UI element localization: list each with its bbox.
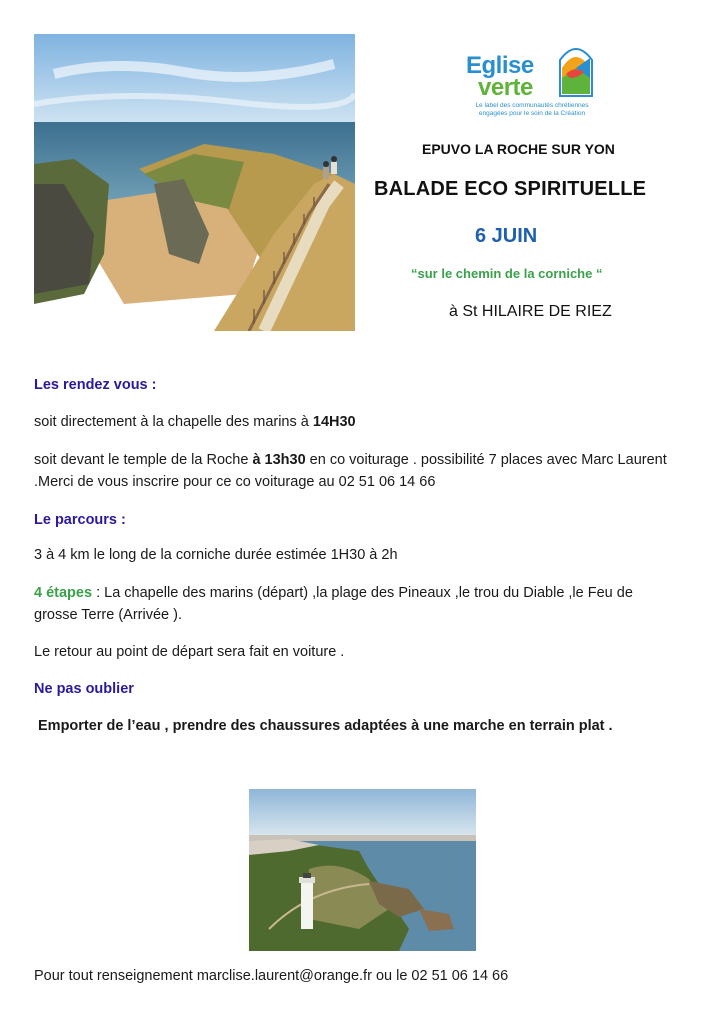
coastal-path-photo [34,34,355,331]
rendez-vous-option-2 [34,449,674,493]
logo-word-eglise: Eglise [466,52,534,79]
parcours-etapes [34,582,674,626]
logo-tagline-line1: Le label des communautés chrétiennes [475,102,589,109]
contact-info: Pour tout renseignement marclise.laurent@orange.fr ou le 02 51 06 14 66 [34,968,509,984]
organizer-name: EPUVO LA ROCHE SUR YON [422,141,615,157]
rendez-vous-option-2-text-b: en co voiturage . possibilité 7 places avec Marc Laurent .Merci de vous inscrire pour ce co voiturage au 02 51 06 14 66 [34,452,667,490]
parcours-heading: Le parcours : [34,512,126,528]
ne-pas-oublier-text: Emporter de l’eau , prendre des chaussures adaptées à une marche en terrain plat . [38,718,613,734]
event-date: 6 JUIN [475,225,538,247]
logo-tagline [458,102,606,118]
eglise-verte-logo [458,34,606,120]
church-window-icon [556,38,596,98]
parcours-description: 3 à 4 km le long de la corniche durée estimée 1H30 à 2h [34,547,398,563]
ne-pas-oublier-heading: Ne pas oublier [34,681,134,697]
rendez-vous-option-1-time: 14H30 [312,414,356,430]
rendez-vous-option-2-text-a: soit devant le temple de la Roche [34,452,253,468]
logo-tagline-line2: engagées pour le soin de la Création [478,110,586,117]
etapes-label: 4 étapes [34,585,93,601]
event-title: BALADE ECO SPIRITUELLE [374,178,647,200]
rendez-vous-option-2-time: à 13h30 [252,452,306,468]
lighthouse-photo [249,789,476,951]
event-subtitle: “sur le chemin de la corniche “ [411,266,603,281]
logo-word-verte: verte [478,74,533,101]
rendez-vous-option-1 [34,411,684,433]
event-place: à St HILAIRE DE RIEZ [449,303,612,320]
rendez-vous-heading: Les rendez vous : [34,377,157,393]
etapes-text: : La chapelle des marins (départ) ,la plage des Pineaux ,le trou du Diable ,le Feu de grosse Terre (Arrivée ). [34,585,633,623]
rendez-vous-option-1-text: soit directement à la chapelle des marins à [34,414,313,430]
parcours-retour: Le retour au point de départ sera fait en voiture . [34,644,345,660]
